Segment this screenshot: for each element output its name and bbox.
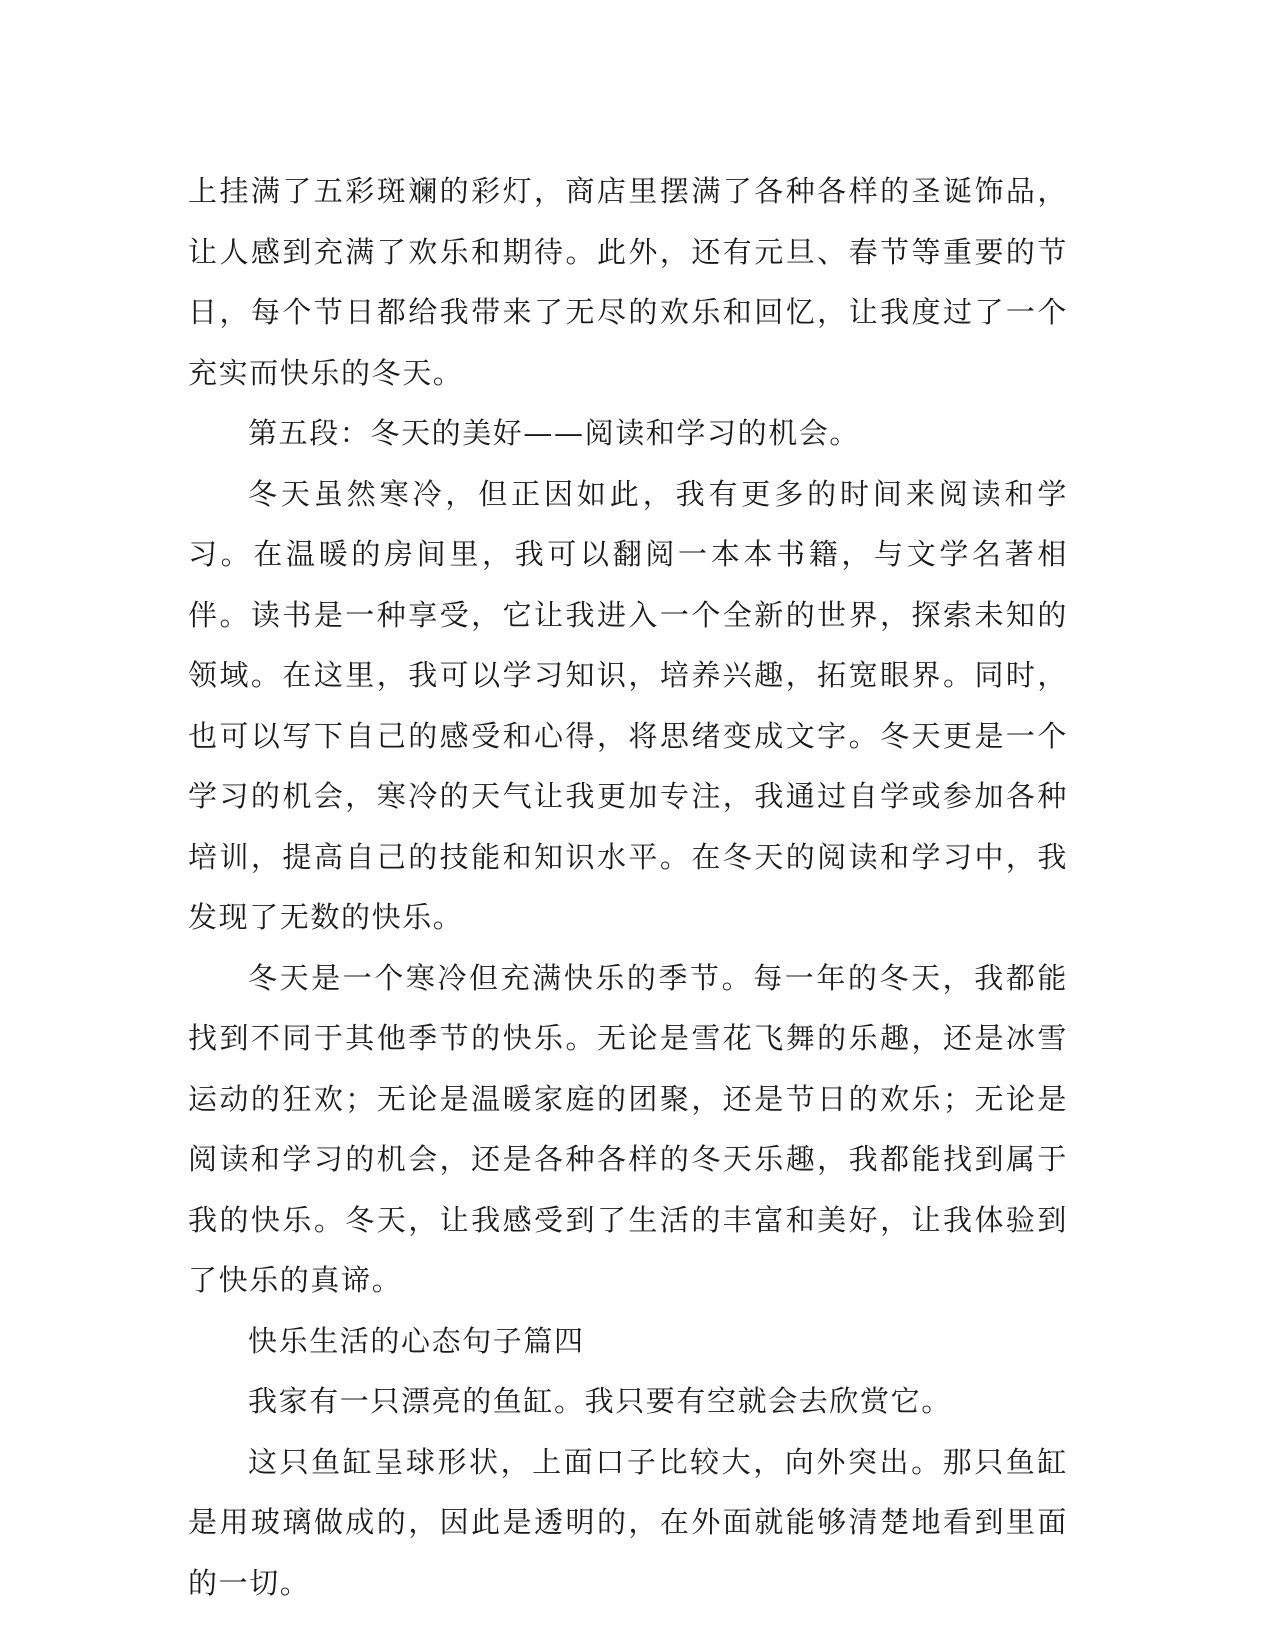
paragraph-reading-learning: 冬天虽然寒冷，但正因如此，我有更多的时间来阅读和学习。在温暖的房间里，我可以翻阅一本本书籍，与文学名著相伴。读书是一种享受，它让我进入一个全新的世界，探索未知的领域。在这里，我可以学习知识，培养兴趣，拓宽眼界。同时，也可以写下自己的感受和心得，将思绪变成文字。冬天更是一个学习的机会，寒冷的天气让我更加专注，我通过自学或参加各种培训，提高自己的技能和知识水平。在冬天的阅读和学习中，我发现了无数的快乐。 xyxy=(188,476,1068,934)
article-title-part-four: 快乐生活的心态句子篇四 xyxy=(248,1323,585,1358)
document-body xyxy=(188,161,1068,1613)
paragraph-fish-tank-intro: 我家有一只漂亮的鱼缸。我只要有空就会去欣赏它。 xyxy=(248,1384,952,1418)
section-heading-five: 第五段：冬天的美好——阅读和学习的机会。 xyxy=(248,416,861,450)
paragraph-fish-tank-description: 这只鱼缸呈球形状，上面口子比较大，向外突出。那只鱼缸是用玻璃做成的，因此是透明的，在外面就能够清楚地看到里面的一切。 xyxy=(188,1444,1068,1600)
paragraph-continuation: 上挂满了五彩斑斓的彩灯，商店里摆满了各种各样的圣诞饰品，让人感到充满了欢乐和期待。此外，还有元旦、春节等重要的节日，每个节日都给我带来了无尽的欢乐和回忆，让我度过了一个充实而快乐的冬天。 xyxy=(188,174,1068,390)
paragraph-conclusion: 冬天是一个寒冷但充满快乐的季节。每一年的冬天，我都能找到不同于其他季节的快乐。无论是雪花飞舞的乐趣，还是冰雪运动的狂欢；无论是温暖家庭的团聚，还是节日的欢乐；无论是阅读和学习的机会，还是各种各样的冬天乐趣，我都能找到属于我的快乐。冬天，让我感受到了生活的丰富和美好，让我体验到了快乐的真谛。 xyxy=(188,960,1068,1297)
